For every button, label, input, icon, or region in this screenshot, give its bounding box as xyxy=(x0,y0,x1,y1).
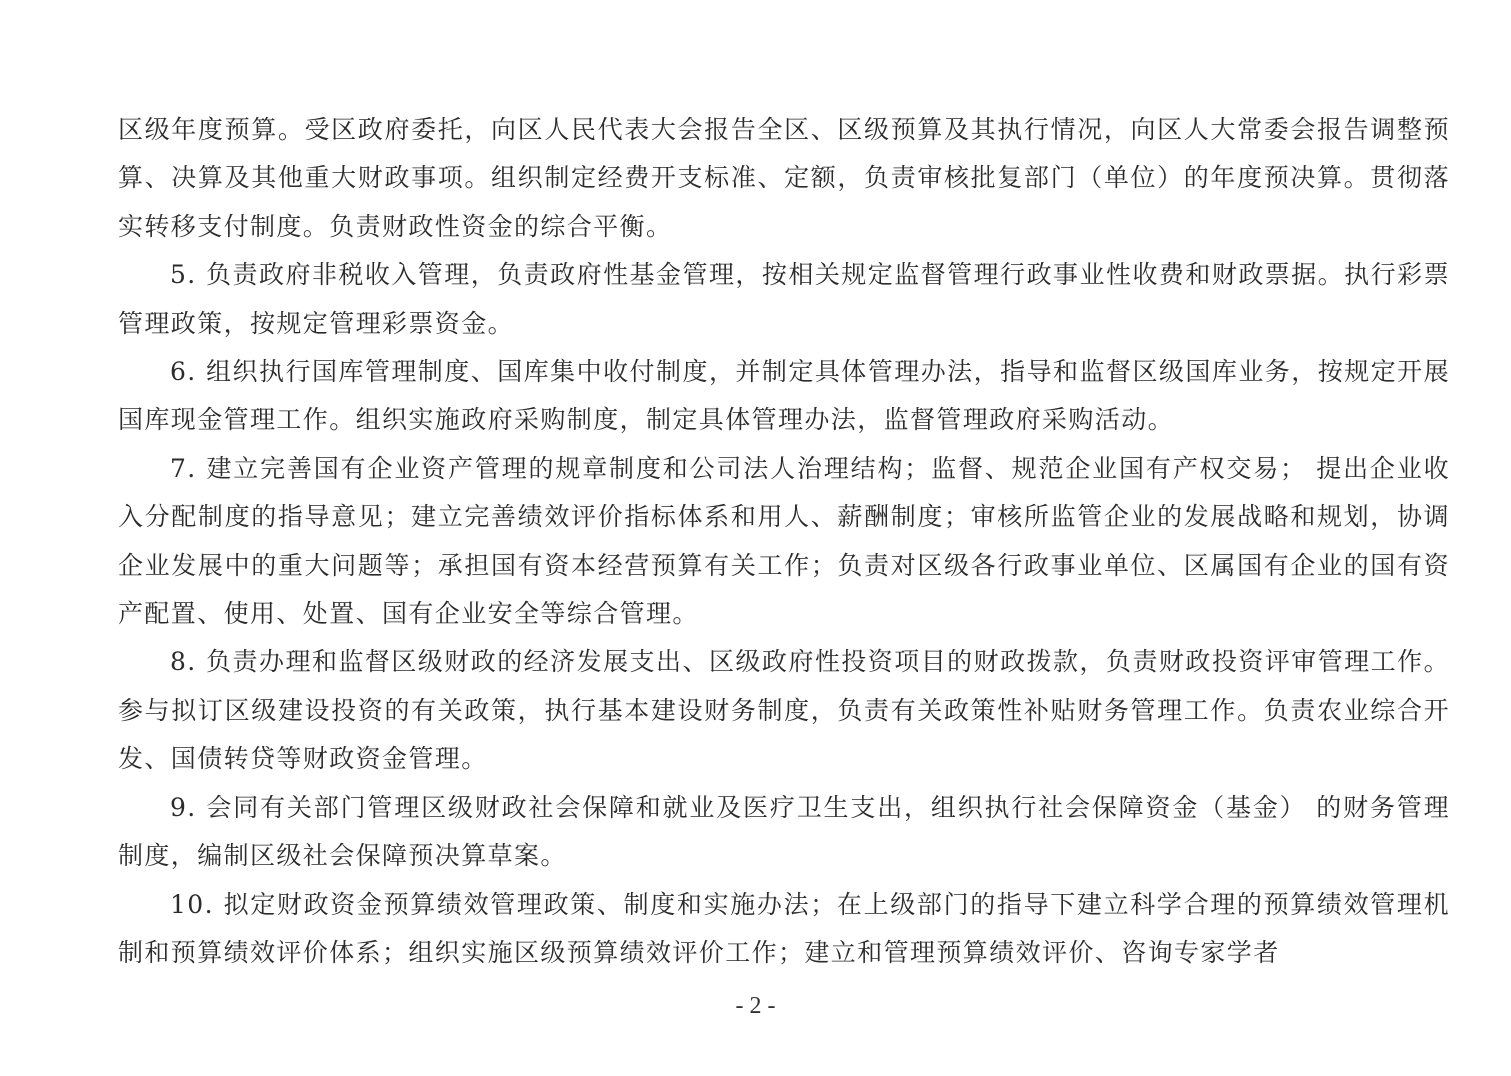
paragraph-item-7: 7. 建立完善国有企业资产管理的规章制度和公司法人治理结构；监督、规范企业国有产权交易； 提出企业收入分配制度的指导意见；建立完善绩效评价指标体系和用人、薪酬制度；审核所监管企业的发展战略和规划，协调企业发展中的重大问题等；承担国有资本经营预算有关工作；负责对区级各行政事业单位、区属国有企业的国有资产配置、使用、处置、国有企业安全等综合管理。 xyxy=(118,453,1450,629)
paragraph-item-6: 6. 组织执行国库管理制度、国库集中收付制度，并制定具体管理办法，指导和监督区级国库业务，按规定开展国库现金管理工作。组织实施政府采购制度，制定具体管理办法，监督管理政府采购活动。 xyxy=(118,357,1450,435)
page-number: - 2 - xyxy=(735,993,776,1019)
paragraph-item-5: 5. 负责政府非税收入管理，负责政府性基金管理，按相关规定监督管理行政事业性收费和财政票据。执行彩票管理政策，按规定管理彩票资金。 xyxy=(118,260,1450,338)
paragraph-item-8: 8. 负责办理和监督区级财政的经济发展支出、区级政府性投资项目的财政拨款，负责财政投资评审管理工作。参与拟订区级建设投资的有关政策，执行基本建设财务制度，负责有关政策性补贴财务管理工作。负责农业综合开发、国债转贷等财政资金管理。 xyxy=(118,647,1450,774)
document-body xyxy=(118,106,1450,977)
paragraph-intro: 区级年度预算。受区政府委托，向区人民代表大会报告全区、区级预算及其执行情况，向区人大常委会报告调整预算、决算及其他重大财政事项。组织制定经费开支标准、定额，负责审核批复部门（单位）的年度预决算。贯彻落实转移支付制度。负责财政性资金的综合平衡。 xyxy=(118,115,1450,241)
paragraph-item-9: 9. 会同有关部门管理区级财政社会保障和就业及医疗卫生支出，组织执行社会保障资金（基金） 的财务管理制度，编制区级社会保障预决算草案。 xyxy=(118,792,1450,871)
paragraph-item-10: 10. 拟定财政资金预算绩效管理政策、制度和实施办法；在上级部门的指导下建立科学合理的预算绩效管理机制和预算绩效评价体系；组织实施区级预算绩效评价工作；建立和管理预算绩效评价、咨询专家学者 xyxy=(118,889,1450,967)
